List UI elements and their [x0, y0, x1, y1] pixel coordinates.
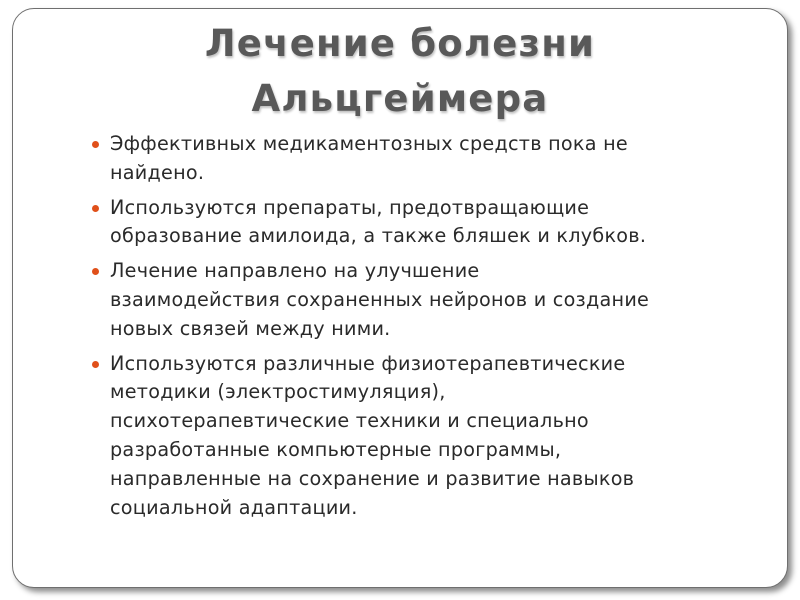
bullet-text-line: методики (электростимуляция), [110, 380, 446, 404]
slide-title-line-2: Альцгеймера [251, 77, 549, 120]
slide-title-line-1: Лечение болезни [204, 22, 596, 65]
bullet-text-line: Лечение направлено на улучшение [110, 259, 480, 283]
bullet-item [92, 350, 772, 523]
bullet-text-line: направленные на сохранение и развитие навыков [110, 466, 635, 490]
bullet-item [92, 194, 772, 252]
bullet-text-line: социальной адаптации. [110, 495, 358, 519]
bullet-dot-icon [92, 205, 99, 212]
bullet-text-line: новых связей между ними. [110, 316, 391, 340]
bullet-dot-icon [92, 268, 99, 275]
bullet-list [92, 130, 772, 528]
bullet-text-line: психотерапевтические техники и специально [110, 409, 589, 433]
bullet-text-line: Используются препараты, предотвращающие [110, 195, 590, 219]
bullet-text-line: Используются различные физиотерапевтические [110, 351, 626, 375]
bullet-item [92, 257, 772, 343]
bullet-text-line: Эффективных медикаментозных средств пока не [110, 132, 628, 155]
bullet-dot-icon [92, 361, 99, 368]
bullet-item [92, 130, 772, 188]
bullet-text-line: образование амилоида, а также бляшек и клубков. [110, 224, 647, 248]
bullet-text-line: разработанные компьютерные программы, [110, 437, 562, 461]
slide-title [120, 16, 680, 126]
bullet-text-line: взаимодействия сохраненных нейронов и создание [110, 287, 650, 311]
bullet-dot-icon [92, 141, 99, 148]
bullet-text-line: найдено. [110, 160, 205, 184]
